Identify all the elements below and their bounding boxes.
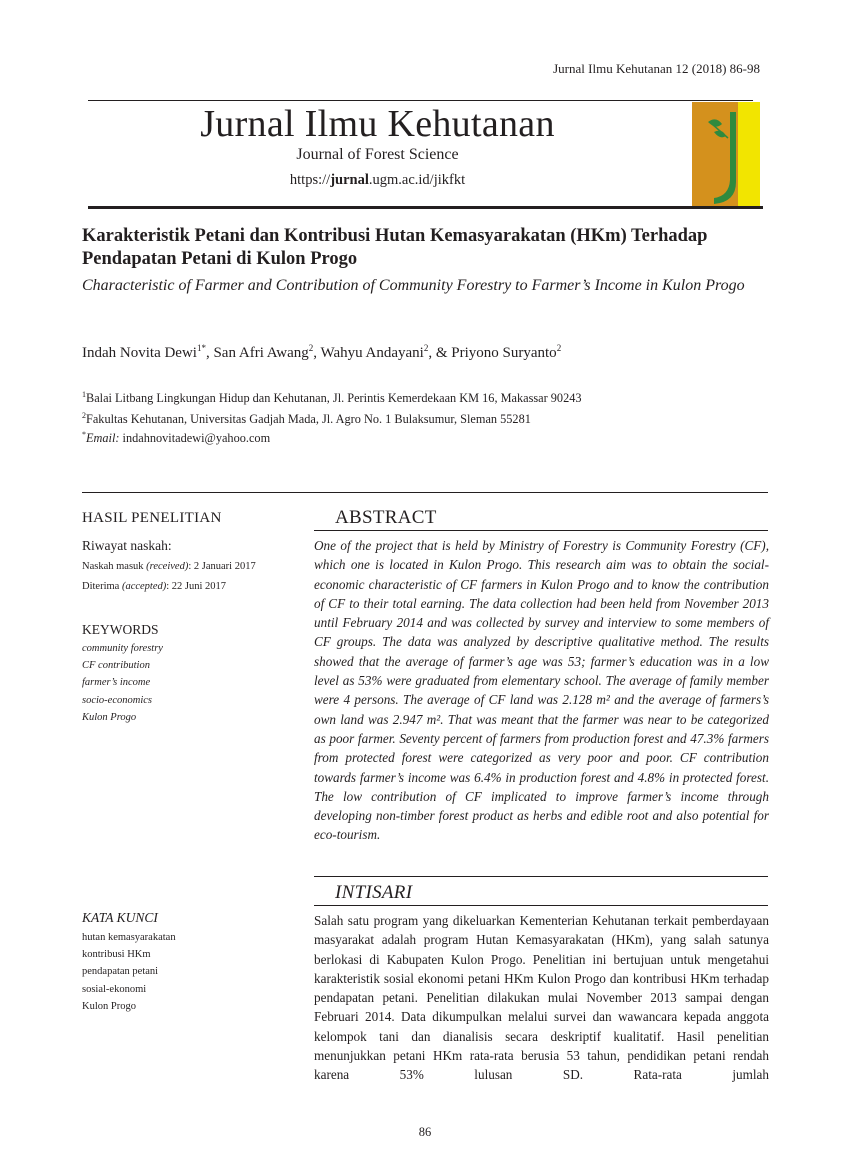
history-title: Riwayat naskah: bbox=[82, 538, 172, 553]
logo-yellow-panel bbox=[738, 102, 760, 206]
intisari-top-rule bbox=[314, 876, 768, 877]
email-link[interactable]: indahnovitadewi@yahoo.com bbox=[122, 431, 271, 446]
section-rule bbox=[82, 492, 768, 493]
intisari-rule bbox=[314, 905, 768, 906]
affiliation-1: $^1$Balai Litbang Lingkungan Hidup dan Kehutanan, Jl. Perintis Kemerdekaan KM 16, Makassar 90243 bbox=[82, 390, 582, 406]
journal-url[interactable] bbox=[0, 172, 755, 189]
journal-subtitle: Journal of Forest Science bbox=[296, 146, 459, 163]
keyword-item: community forestry bbox=[82, 643, 163, 654]
article-title-english: Characteristic of Farmer and Contribution of Community Forestry to Farmer’s Income in Kulon Progo bbox=[82, 277, 745, 294]
kata-kunci-title: KATA KUNCI bbox=[82, 910, 158, 925]
author-sup: 2 bbox=[423, 343, 429, 353]
intisari-body: Salah satu program yang dikeluarkan Kementerian Kehutanan terkait pemberdayaan masyarakat adalah program Hutan Kemasyarakatan (HKm), yang salah satunya berlokasi di Kabupaten Kulon Progo. Penelitian ini bertujuan untuk mengetahui karakteristik sosial ekonomi petani HKm Kulon Progo dan kontribusi HKm terhadap pendapatan petani. Penelitian dilakukan mulai November 2013 sampai dengan Februari 2014. Data dikumpulkan melalui survei dan wawancara kepada anggota kelompok tani dan dianalisis secara deskriptif kualitatif. Hasil penelitian menunjukkan petani HKm rata-rata berusia 53 tahun, pendidikan petani rendah karena 53% lulusan SD. Rata-rata jumlah bbox=[314, 913, 769, 1083]
kata-kunci-item: Kulon Progo bbox=[82, 1000, 136, 1012]
intisari-heading: INTISARI bbox=[335, 882, 413, 903]
author-sup: 1* bbox=[196, 343, 206, 353]
author-sup: 2 bbox=[308, 343, 314, 353]
journal-title: Jurnal Ilmu Kehutanan bbox=[200, 103, 555, 145]
author-name: Priyono Suryanto bbox=[451, 345, 557, 361]
kata-kunci-list bbox=[82, 929, 176, 1015]
affiliation-2: $^2$Fakultas Kehutanan, Universitas Gadjah Mada, Jl. Agro No. 1 Bulaksumur, Sleman 55281 bbox=[82, 411, 531, 427]
keywords-title: KEYWORDS bbox=[82, 622, 159, 637]
received-date: Naskah masuk (received): 2 Januari 2017 bbox=[82, 561, 256, 572]
article-title: Karakteristik Petani dan Kontribusi Hutan Kemasyarakatan (HKm) Terhadap Pendapatan Petani di Kulon Progo bbox=[82, 226, 708, 269]
keyword-item: CF contribution bbox=[82, 660, 150, 672]
keyword-item: socio-economics bbox=[82, 694, 152, 706]
keyword-item: Kulon Progo bbox=[82, 711, 137, 723]
page-number: 86 bbox=[418, 1125, 432, 1139]
journal-logo bbox=[692, 102, 760, 206]
journal-citation: Jurnal Ilmu Kehutanan 12 (2018) 86-98 bbox=[553, 61, 760, 76]
keyword-item: farmer’s income bbox=[82, 677, 151, 689]
corresponding-email: *Email: indahnovitadewi@yahoo.com bbox=[82, 430, 271, 446]
header-top-rule bbox=[88, 100, 753, 101]
kata-kunci-item: pendapatan petani bbox=[82, 966, 159, 978]
accepted-date: Diterima (accepted): 22 Juni 2017 bbox=[82, 581, 227, 592]
keywords-list bbox=[82, 640, 163, 726]
abstract-rule bbox=[314, 530, 768, 531]
url-bold: jurnal bbox=[330, 172, 369, 188]
url-suffix: .ugm.ac.id/jikfkt bbox=[368, 172, 466, 188]
header-bottom-rule bbox=[88, 206, 763, 209]
author-name: San Afri Awang bbox=[213, 345, 309, 361]
kata-kunci-item: sosial-ekonomi bbox=[82, 983, 147, 995]
abstract-heading: ABSTRACT bbox=[335, 507, 437, 528]
abstract-body: One of the project that is held by Ministry of Forestry is Community Forestry (CF), which one is located in Kulon Progo. This research aim was to obtain the social-economic characteristic of CF farmers in Kulon Progo and to know the contribution of CF to their total earning. The data collection had been held from November 2013 until February 2014 and was collected by survey and interview to some members of CF groups. The data was analyzed by descriptive qualitative method. The results showed that the average of farmer’s age was 53; farmer’s education was in a low level as 53% were graduated from elementary school. The average of family member were 4 persons. The average of CF land was 2.128 m² and the average of farmers’s own land was 2.947 m². That was meant that the farmer was near to be categorized as poor farmer. Seventy percent of farmers from production forest and 47.3% farmers from protected forest were categorized as very poor and poor. CF contribution towards farmer’s income was 6.4% in production forest and 4.8% in protected forest. The low contribution of CF implicated to improve farmer’s income through developing non-timber forest product as herbs and edible root and also potential for eco-tourism. bbox=[314, 538, 769, 843]
author-list: Indah Novita Dewi$^{1*}$, San Afri Awang$^2$, Wahyu Andayani$^2$, & Priyono Suryanto$^2$ bbox=[82, 343, 562, 361]
section-label: HASIL PENELITIAN bbox=[82, 510, 222, 526]
url-prefix: https:// bbox=[289, 172, 331, 188]
kata-kunci-item: hutan kemasyarakatan bbox=[82, 932, 176, 943]
author-name: Indah Novita Dewi bbox=[82, 345, 197, 361]
email-label: Email: bbox=[86, 431, 120, 446]
author-sup: 2 bbox=[556, 343, 562, 353]
author-name: Wahyu Andayani bbox=[320, 345, 424, 361]
kata-kunci-item: kontribusi HKm bbox=[82, 949, 151, 961]
